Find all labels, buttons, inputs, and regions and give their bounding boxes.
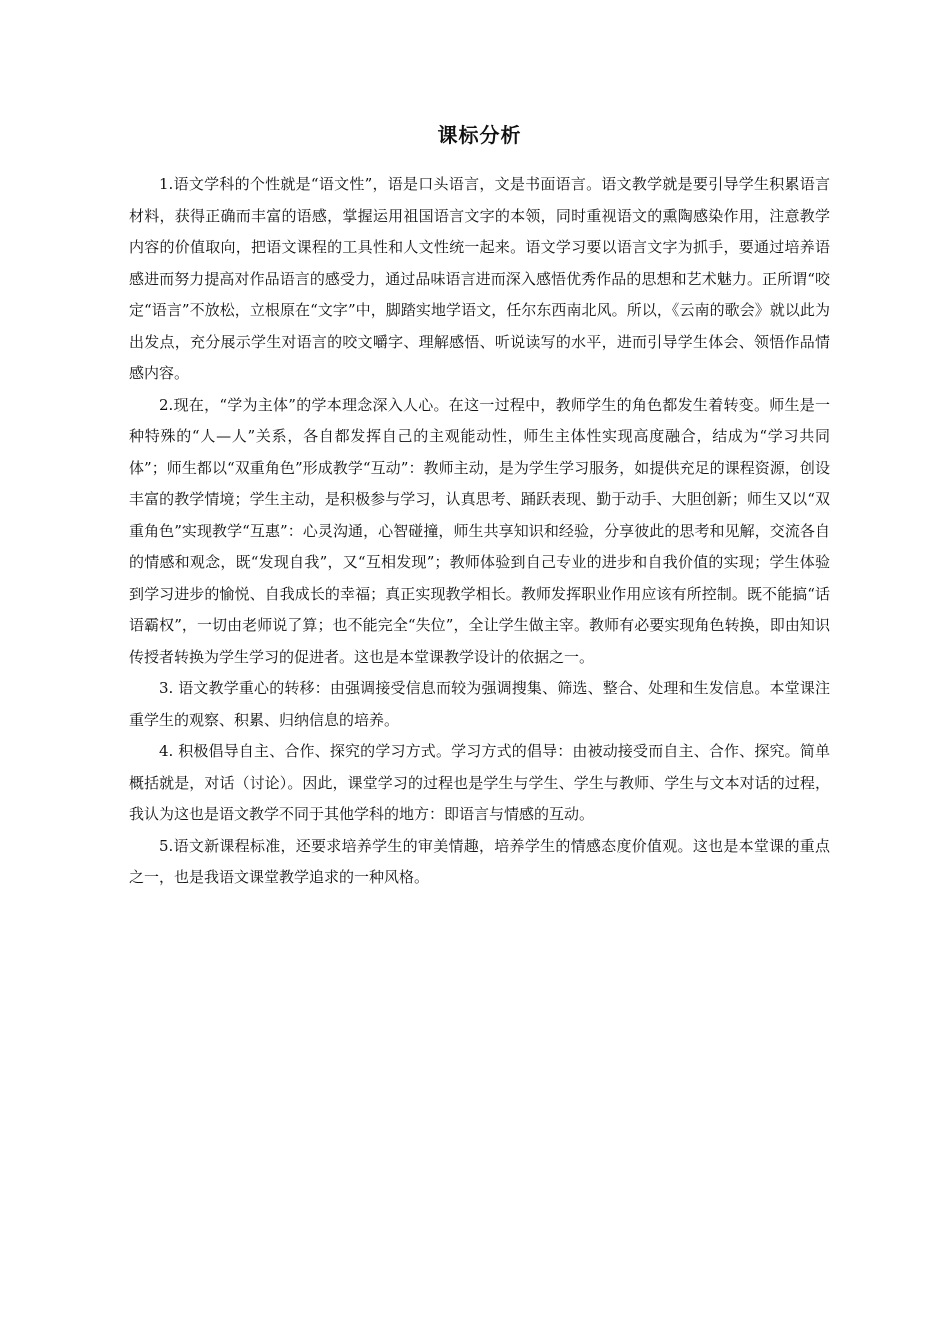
document-title: 课标分析 [437, 123, 522, 147]
document-page [129, 118, 830, 894]
paragraph-3: 3. 语文教学重心的转移：由强调接受信息而较为强调搜集、筛选、整合、处理和生发信息。本堂课注重学生的观察、积累、归纳信息的培养。 [129, 679, 830, 729]
paragraph-2: 2.现在，“学为主体”的学本理念深入人心。在这一过程中，教师学生的角色都发生着转变。师生是一种特殊的“人—人”关系，各自都发挥自己的主观能动性，师生主体性实现高度融合，结成为“学习共同体”；师生都以“双重角色”形成教学“互动”：教师主动，是为学生学习服务，如提供充足的课程资源，创设丰富的教学情境；学生主动，是积极参与学习，认真思考、踊跃表现、勤于动手、大胆创新；师生又以“双重角色”实现教学“互惠”：心灵沟通，心智碰撞，师生共享知识和经验，分享彼此的思考和见解，交流各自的情感和观念，既“发现自我”，又“互相发现”；教师体验到自己专业的进步和自我价值的实现；学生体验到学习进步的愉悦、自我成长的幸福；真正实现教学相长。教师发挥职业作用应该有所控制。既不能搞“话语霸权”，一切由老师说了算；也不能完全“失位”，全让学生做主宰。教师有必要实现角色转换，即由知识传授者转换为学生学习的促进者。这也是本堂课教学设计的依据之一。 [129, 395, 830, 666]
paragraph-1: 1.语文学科的个性就是“语文性”，语是口头语言，文是书面语言。语文教学就是要引导学生积累语言材料，获得正确而丰富的语感，掌握运用祖国语言文字的本领，同时重视语文的熏陶感染作用，注意教学内容的价值取向，把语文课程的工具性和人文性统一起来。语文学习要以语言文字为抓手，要通过培养语感进而努力提高对作品语言的感受力，通过品味语言进而深入感悟优秀作品的思想和艺术魅力。正所谓“咬定“语言”不放松，立根原在“文字”中，脚踏实地学语文，任尔东西南北风。所以，《云南的歌会》就以此为出发点，充分展示学生对语言的咬文嚼字、理解感悟、听说读写的水平，进而引导学生体会、领悟作品情感内容。 [129, 175, 830, 382]
paragraph-4: 4. 积极倡导自主、合作、探究的学习方式。学习方式的倡导：由被动接受而自主、合作、探究。简单概括就是，对话（讨论）。因此，课堂学习的过程也是学生与学生、学生与教师、学生与文本对话的过程，我认为这也是语文教学不同于其他学科的地方：即语言与情感的互动。 [129, 742, 830, 823]
paragraph-5: 5.语文新课程标准，还要求培养学生的审美情趣，培养学生的情感态度价值观。这也是本堂课的重点之一，也是我语文课堂教学追求的一种风格。 [129, 836, 830, 886]
